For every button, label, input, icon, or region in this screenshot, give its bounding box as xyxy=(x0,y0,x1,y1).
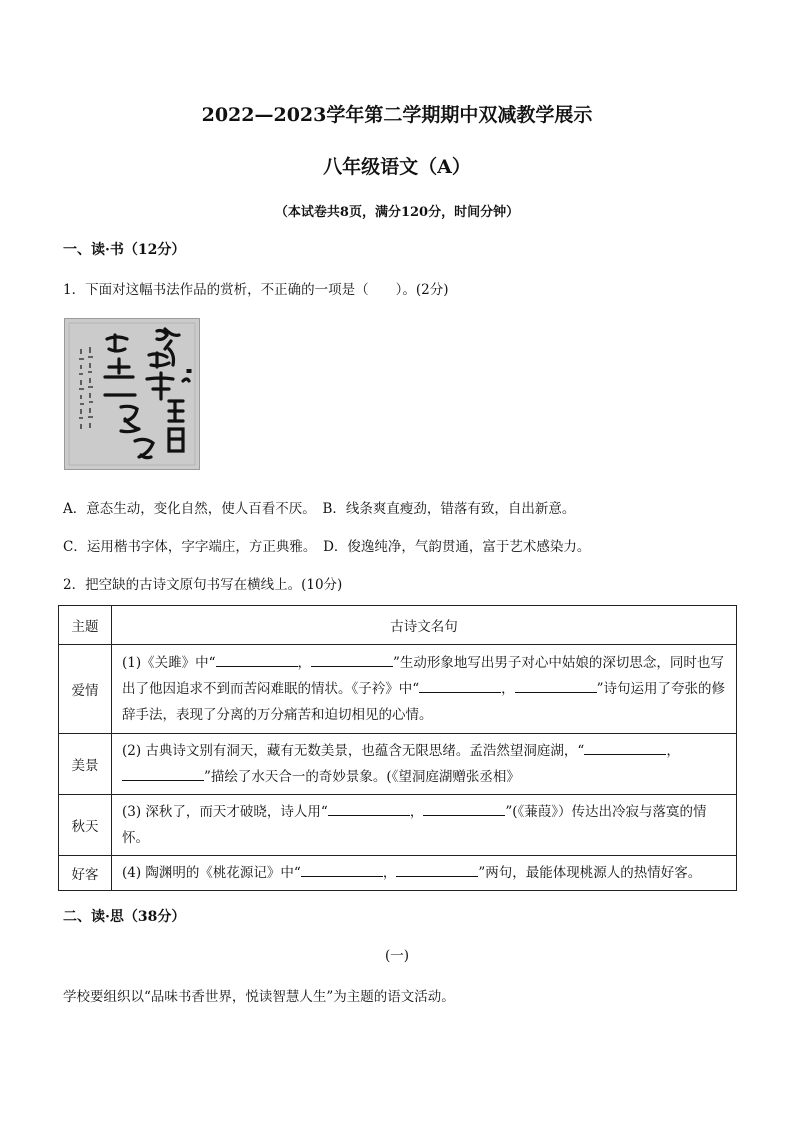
answer-blank[interactable] xyxy=(419,678,501,693)
poetry-table xyxy=(58,605,737,891)
answer-blank[interactable] xyxy=(515,678,597,693)
row-theme: 爱情 xyxy=(59,645,112,734)
calligraphy-image xyxy=(64,318,200,470)
table-row xyxy=(59,795,737,856)
question-1-stem: 1．下面对这幅书法作品的赏析，不正确的一项是（ ）。(2分) xyxy=(63,282,449,298)
row-content: (3) 深秋了，而天才破晓，诗人用“ ， ”(《蒹葭》）传达出冷寂与落寞的情怀。 xyxy=(112,795,737,856)
row-content: (2) 古典诗文别有洞天，藏有无数美景，也蕴含无限思绪。孟浩然望洞庭湖，“ ，”描绘了水天合一的奇妙景象。(《望洞庭湖赠张丞相》 xyxy=(112,734,737,795)
row-content: (1)《关雎》中“ ， ”生动形象地写出男子对心中姑娘的深切思念，同时也写出了他因追求不到而苦闷难眠的情状。《子衿》中“ ， ”诗句运用了夸张的修辞手法，表现了分离的万分痛苦和迫切相见的心情。 xyxy=(112,645,737,734)
section-2-intro: 学校要组织以“品味书香世界，悦读智慧人生”为主题的语文活动。 xyxy=(63,989,455,1005)
question-2-stem: 2．把空缺的古诗文原句书写在横线上。(10分) xyxy=(63,577,343,593)
answer-blank[interactable] xyxy=(584,740,666,755)
row-theme: 秋天 xyxy=(59,795,112,856)
answer-blank[interactable] xyxy=(311,652,393,667)
question-1-options-cd: C．运用楷书字体，字字端庄，方正典雅。 D．俊逸纯净，气韵贯通，富于艺术感染力。 xyxy=(63,539,591,555)
section-1-heading: 一、读·书（12分） xyxy=(63,242,186,258)
exam-subject: 八年级语文（A） xyxy=(323,156,471,178)
calligraphy-artwork xyxy=(65,319,199,469)
table-row xyxy=(59,856,737,891)
table-header-row xyxy=(59,606,737,645)
answer-blank[interactable] xyxy=(301,862,383,877)
exam-note: （本试卷共8页，满分120分，时间分钟） xyxy=(274,205,520,220)
table-header-lines: 古诗文名句 xyxy=(112,606,737,645)
row-content: (4) 陶渊明的《桃花源记》中“ ， ”两句，最能体现桃源人的热情好客。 xyxy=(112,856,737,891)
question-1-options-ab: A．意态生动，变化自然，使人百看不厌。 B．线条爽直瘦劲，错落有致，自出新意。 xyxy=(63,501,576,517)
row-theme: 美景 xyxy=(59,734,112,795)
answer-blank[interactable] xyxy=(216,652,298,667)
answer-blank[interactable] xyxy=(122,766,204,781)
part-one-label: (一) xyxy=(384,948,410,964)
table-row xyxy=(59,645,737,734)
row-theme: 好客 xyxy=(59,856,112,891)
exam-title: 2022—2023学年第二学期期中双减教学展示 xyxy=(201,104,593,126)
answer-blank[interactable] xyxy=(396,862,478,877)
section-2-heading: 二、读·思（38分） xyxy=(63,909,186,925)
table-header-theme: 主题 xyxy=(59,606,112,645)
answer-blank[interactable] xyxy=(328,801,410,816)
answer-blank[interactable] xyxy=(423,801,505,816)
table-row xyxy=(59,734,737,795)
